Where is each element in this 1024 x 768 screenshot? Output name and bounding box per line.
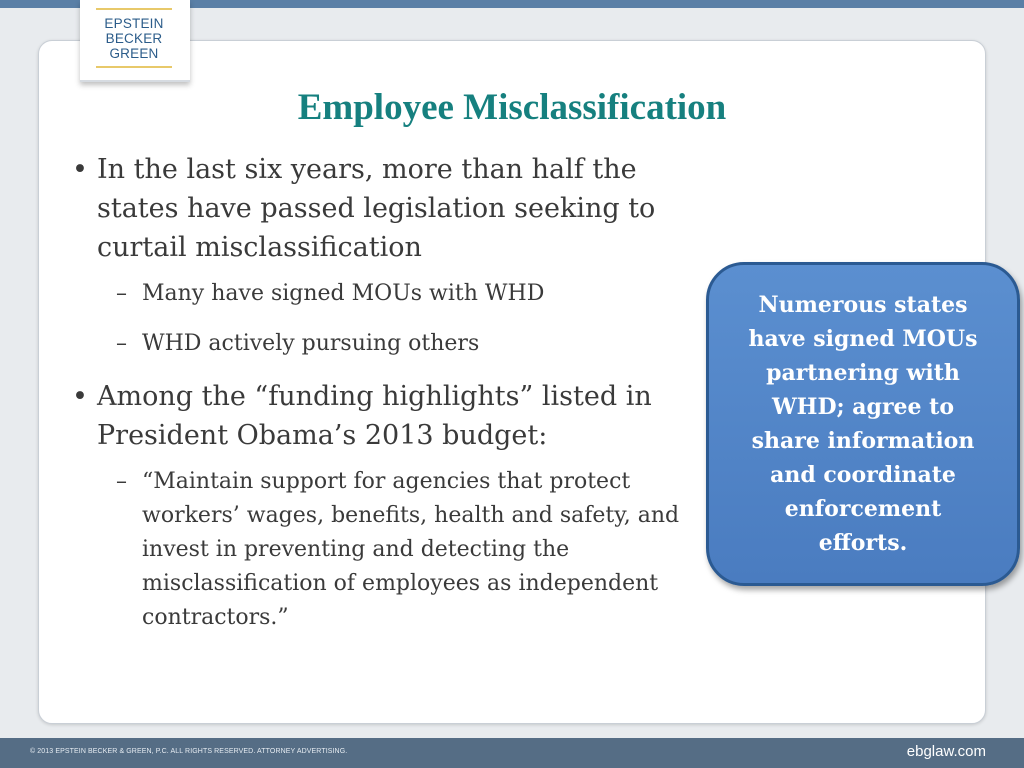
- sub-bullet-mark: –: [116, 331, 127, 356]
- bullet-text: In the last six years, more than half the states have passed legislation seeking to curtail misclassification: [97, 154, 656, 263]
- logo-tab: [80, 0, 190, 82]
- website-link[interactable]: ebglaw.com: [906, 743, 986, 760]
- bullet-item-1: [70, 150, 720, 267]
- bullet-mark: •: [72, 154, 88, 185]
- callout-box: [706, 262, 1020, 586]
- sub-bullet-mark: –: [116, 469, 127, 494]
- bullet-mark: •: [72, 381, 88, 412]
- slide-title: Employee Misclassification: [297, 87, 727, 128]
- logo-line-1: EPSTEIN: [104, 15, 164, 31]
- sub-bullet-item: [70, 465, 720, 635]
- copyright-notice: © 2013 EPSTEIN BECKER & GREEN, P.C. ALL RIGHTS RESERVED. ATTORNEY ADVERTISING.: [30, 748, 348, 755]
- bullet-text: Among the “funding highlights” listed in President Obama’s 2013 budget:: [97, 381, 652, 451]
- logo-line-3: GREEN: [109, 45, 159, 61]
- firm-logo: [96, 8, 172, 68]
- callout-text: Numerous states have signed MOUs partnering with WHD; agree to share information and coordinate enforcement efforts.: [748, 292, 978, 556]
- logo-line-2: BECKER: [105, 30, 163, 46]
- sub-bullet-text: Many have signed MOUs with WHD: [142, 281, 545, 306]
- sub-bullet-text: WHD actively pursuing others: [142, 331, 480, 356]
- sub-bullet-item: [70, 277, 720, 311]
- footer-bar: [0, 738, 1024, 768]
- bullet-list: [70, 150, 720, 651]
- bullet-item-2: [70, 377, 720, 455]
- sub-bullet-text: “Maintain support for agencies that protect workers’ wages, benefits, health and safety, and invest in preventing and detecting the misclassification of employees as independent contractors.”: [142, 469, 680, 630]
- sub-bullet-mark: –: [116, 281, 127, 306]
- sub-bullet-item: [70, 327, 720, 361]
